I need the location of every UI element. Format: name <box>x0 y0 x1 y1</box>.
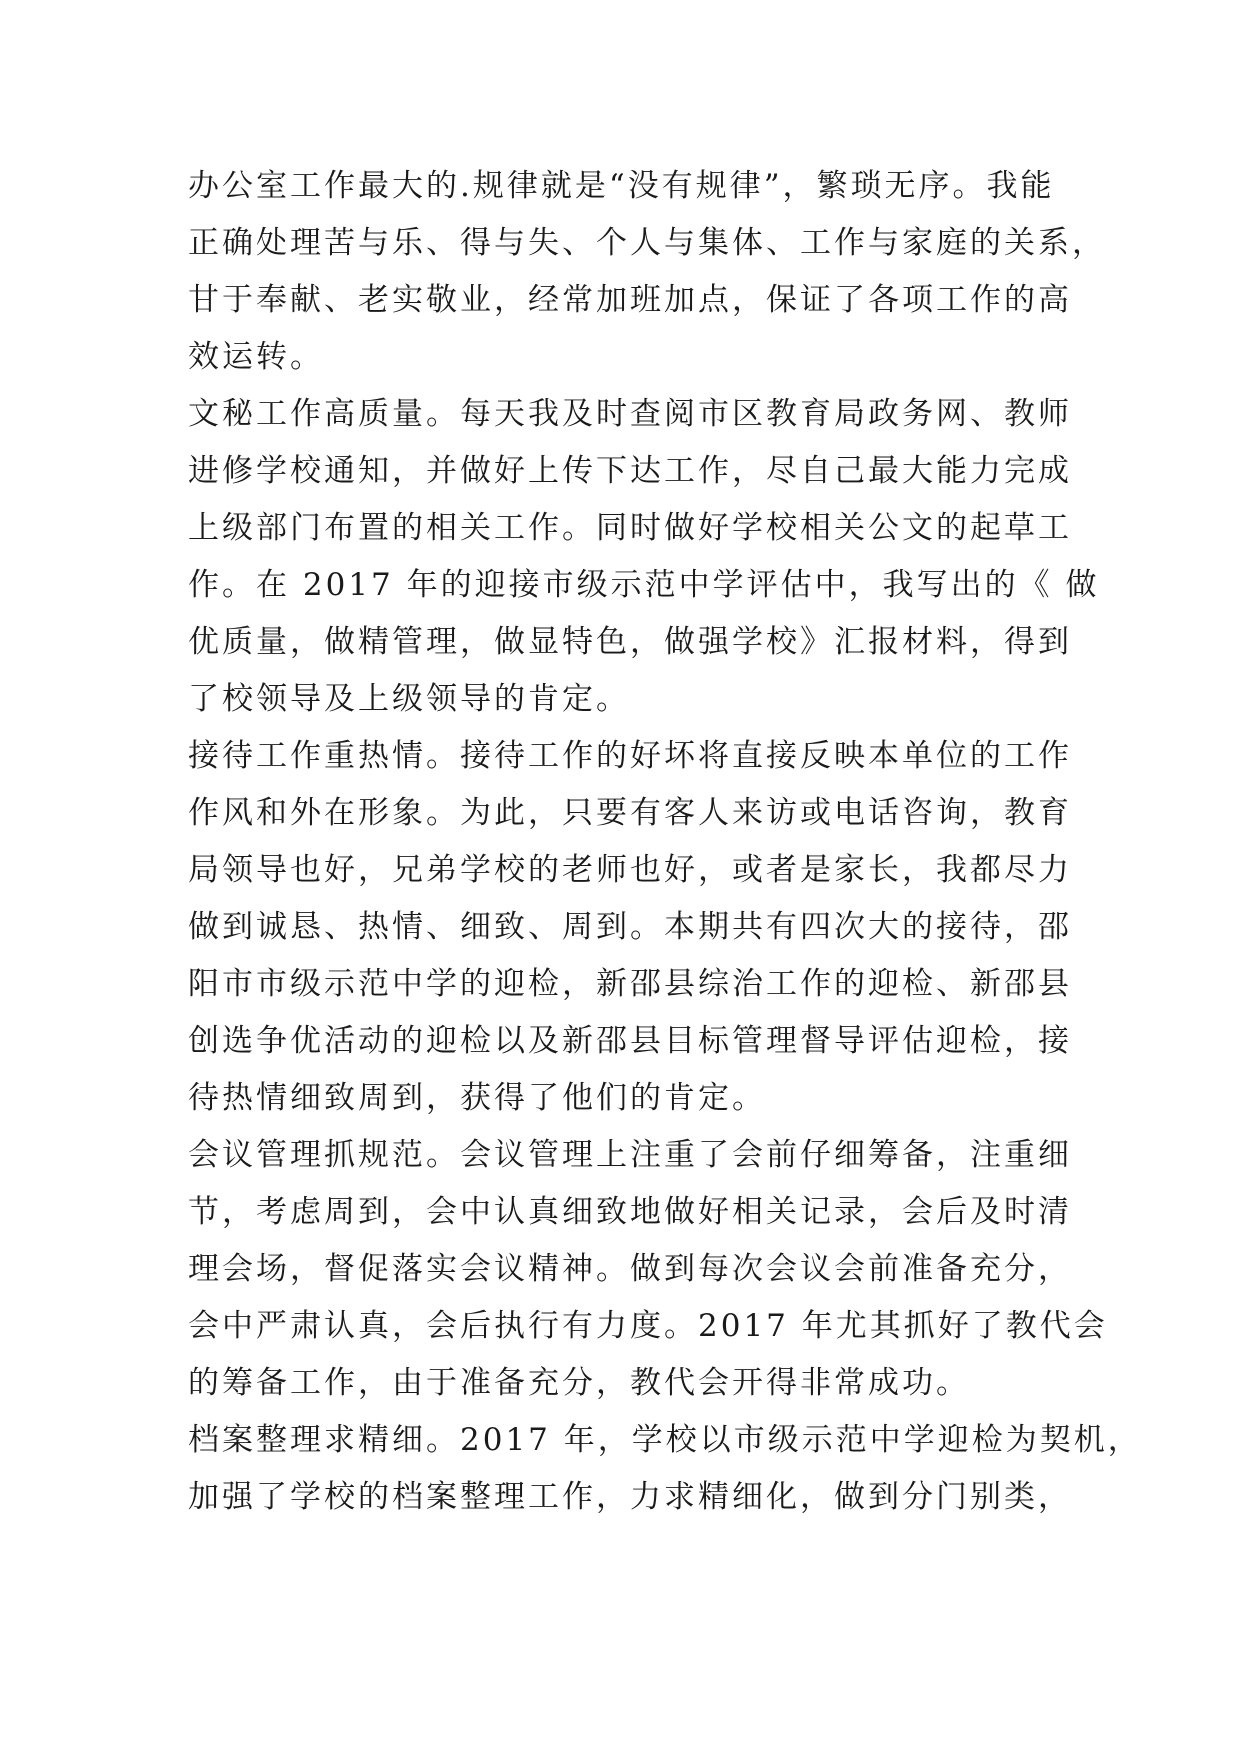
text-line: 创选争优活动的迎检以及新邵县目标管理督导评估迎检，接 <box>188 1023 1072 1059</box>
text-line: 进修学校通知，并做好上传下达工作，尽自己最大能力完成 <box>188 453 1072 489</box>
document-body <box>188 158 1142 1526</box>
text-line: 文秘工作高质量。每天我及时查阅市区教育局政务网、教师 <box>188 396 1072 432</box>
text-line: 节，考虑周到，会中认真细致地做好相关记录，会后及时清 <box>188 1194 1072 1230</box>
text-line: 办公室工作最大的.规律就是“没有规律”，繁琐无序。我能 <box>188 168 1055 204</box>
text-line: 档案整理求精细。2017 年，学校以市级示范中学迎检为契机， <box>188 1422 1142 1458</box>
text-line: 了校领导及上级领导的肯定。 <box>188 681 630 717</box>
text-line: 加强了学校的档案整理工作，力求精细化，做到分门别类， <box>188 1479 1072 1515</box>
text-line: 局领导也好，兄弟学校的老师也好，或者是家长，我都尽力 <box>188 852 1072 888</box>
text-line: 阳市市级示范中学的迎检，新邵县综治工作的迎检、新邵县 <box>188 966 1072 1002</box>
text-line: 效运转。 <box>188 339 324 375</box>
text-line: 待热情细致周到，获得了他们的肯定。 <box>188 1080 766 1116</box>
text-line: 做到诚恳、热情、细致、周到。本期共有四次大的接待，邵 <box>188 909 1072 945</box>
text-line: 优质量，做精管理，做显特色，做强学校》汇报材料，得到 <box>188 624 1072 660</box>
text-line: 甘于奉献、老实敬业，经常加班加点，保证了各项工作的高 <box>188 282 1072 318</box>
text-line: 理会场，督促落实会议精神。做到每次会议会前准备充分， <box>188 1251 1072 1287</box>
text-line: 会议管理抓规范。会议管理上注重了会前仔细筹备，注重细 <box>188 1137 1072 1173</box>
text-line: 的筹备工作，由于准备充分，教代会开得非常成功。 <box>188 1365 970 1401</box>
text-line: 正确处理苦与乐、得与失、个人与集体、工作与家庭的关系， <box>188 225 1106 261</box>
text-line: 接待工作重热情。接待工作的好坏将直接反映本单位的工作 <box>188 738 1072 774</box>
text-line: 上级部门布置的相关工作。同时做好学校相关公文的起草工 <box>188 510 1072 546</box>
text-line: 作风和外在形象。为此，只要有客人来访或电话咨询，教育 <box>188 795 1072 831</box>
text-line: 作。在 2017 年的迎接市级示范中学评估中，我写出的《 做 <box>188 567 1100 603</box>
text-line: 会中严肃认真，会后执行有力度。2017 年尤其抓好了教代会 <box>188 1308 1108 1344</box>
